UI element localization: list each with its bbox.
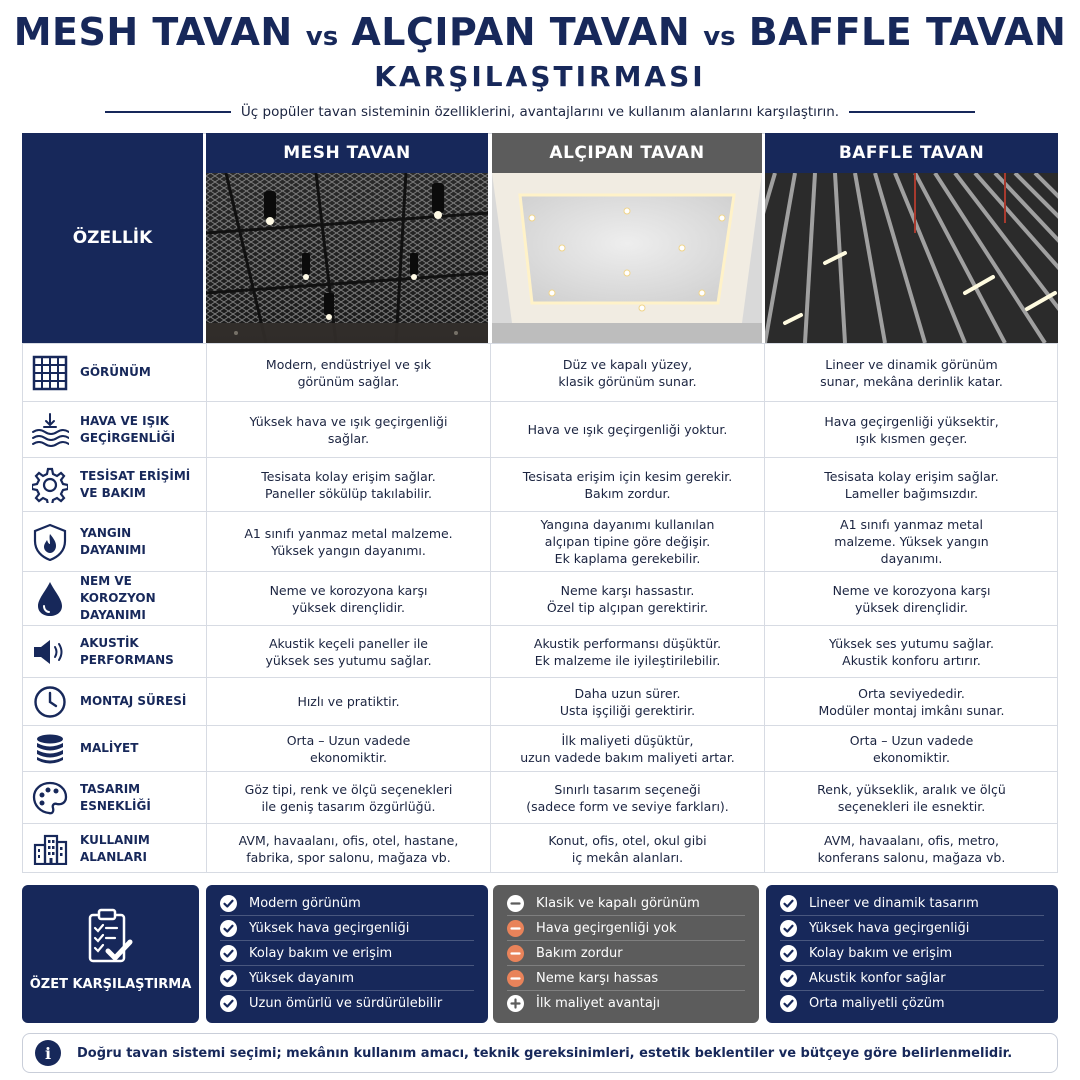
- summary-item: [780, 966, 1044, 991]
- feature-column-header: ÖZELLİK: [22, 133, 203, 343]
- row-maliyet: [22, 725, 1058, 771]
- summary-item: [220, 916, 474, 941]
- alcipan-cell: [490, 772, 764, 823]
- feature-label: HAVA VE IŞIK GEÇİRGENLİĞİ: [80, 413, 176, 445]
- check-circle-icon: [220, 970, 237, 987]
- check-circle-icon: [220, 920, 237, 937]
- summary-item: [507, 941, 745, 966]
- alcipan-cell: [490, 824, 764, 873]
- check-circle-icon: [780, 970, 797, 987]
- mesh-cell: [206, 726, 490, 771]
- air-light-icon: [30, 410, 70, 450]
- mesh-cell: [206, 772, 490, 823]
- feature-cell: [22, 772, 203, 823]
- baffle-cell-text: Lineer ve dinamik görünüm sunar, mekâna derinlik katar.: [820, 356, 1003, 389]
- baffle-cell-text: Orta seviyededir. Modüler montaj imkânı sunar.: [818, 685, 1005, 718]
- check-circle-icon: [780, 895, 797, 912]
- feature-label: AKUSTİK PERFORMANS: [80, 635, 174, 667]
- baffle-cell: [764, 512, 1058, 571]
- mesh-cell-text: Hızlı ve pratiktir.: [297, 694, 400, 709]
- mesh-cell-text: Göz tipi, renk ve ölçü seçenekleri ile geniş tasarım özgürlüğü.: [244, 781, 453, 814]
- feature-label: GÖRÜNÜM: [80, 365, 151, 379]
- summary-mesh: [206, 885, 488, 1023]
- row-nem: [22, 571, 1058, 625]
- mesh-cell-text: Orta – Uzun vadede ekonomiktir.: [286, 732, 411, 765]
- summary-item-text: Lineer ve dinamik tasarım: [809, 895, 979, 911]
- mesh-cell-text: Akustik keçeli paneller ile yüksek ses yutumu sağlar.: [265, 635, 432, 668]
- summary-item: [780, 991, 1044, 1016]
- summary-item: [780, 916, 1044, 941]
- row-gorunum: [22, 343, 1058, 401]
- feature-cell: [22, 626, 203, 677]
- grid-icon: [30, 353, 70, 393]
- mesh-cell-text: A1 sınıfı yanmaz metal malzeme. Yüksek yangın dayanımı.: [244, 525, 453, 558]
- alcipan-cell: [490, 512, 764, 571]
- tagline-text: Üç popüler tavan sisteminin özelliklerini, avantajlarını ve kullanım alanlarını karşılaştırın.: [240, 104, 840, 120]
- alcipan-cell-text: Sınırlı tasarım seçeneği (sadece form ve seviye farkları).: [526, 781, 729, 814]
- title-mesh: MESH TAVAN: [13, 10, 293, 54]
- alcipan-cell-text: Hava ve ışık geçirgenliği yoktur.: [527, 422, 728, 437]
- baffle-cell-text: AVM, havaalanı, ofis, metro, konferans salonu, mağaza vb.: [817, 832, 1006, 865]
- summary-item: [780, 891, 1044, 916]
- buildings-icon: [30, 829, 70, 869]
- summary-item: [220, 991, 474, 1016]
- row-yangin: [22, 511, 1058, 571]
- summary-item-text: Klasik ve kapalı görünüm: [536, 895, 700, 911]
- tagline: [105, 100, 975, 124]
- summary-item-text: Kolay bakım ve erişim: [249, 945, 393, 961]
- baffle-cell: [764, 772, 1058, 823]
- feature-cell: [22, 678, 203, 725]
- clock-icon: [30, 682, 70, 722]
- summary-header: [22, 885, 199, 1023]
- feature-cell: [22, 726, 203, 771]
- mesh-cell-text: AVM, havaalanı, ofis, otel, hastane, fabrika, spor salonu, mağaza vb.: [238, 832, 459, 865]
- summary-item-text: Uzun ömürlü ve sürdürülebilir: [249, 996, 443, 1011]
- palette-icon: [30, 778, 70, 818]
- summary-item-text: Akustik konfor sağlar: [809, 970, 946, 986]
- mesh-cell: [206, 458, 490, 511]
- feature-cell: [22, 344, 203, 401]
- column-header-baffle: BAFFLE TAVAN: [765, 133, 1058, 173]
- summary-item: [220, 966, 474, 991]
- summary-item: [220, 941, 474, 966]
- feature-cell: [22, 458, 203, 511]
- row-tesisat: [22, 457, 1058, 511]
- alcipan-cell-text: Düz ve kapalı yüzey, klasik görünüm sunar.: [558, 356, 697, 389]
- feature-label: TESİSAT ERİŞİMİ VE BAKIM: [80, 468, 191, 500]
- summary-item: [507, 991, 745, 1016]
- mesh-cell-text: Yüksek hava ve ışık geçirgenliği sağlar.: [249, 413, 448, 446]
- summary-item-text: Hava geçirgenliği yok: [536, 920, 677, 936]
- coins-icon: [30, 729, 70, 769]
- feature-label: MALİYET: [80, 741, 139, 755]
- mesh-cell: [206, 824, 490, 873]
- baffle-cell-text: Yüksek ses yutumu sağlar. Akustik konforu artırır.: [829, 635, 994, 668]
- alcipan-cell: [490, 678, 764, 725]
- mesh-cell: [206, 626, 490, 677]
- minus-circle-icon: [507, 895, 524, 912]
- alcipan-cell-text: Akustik performansı düşüktür. Ek malzeme ile iyileştirilebilir.: [533, 635, 722, 668]
- mesh-cell: [206, 402, 490, 457]
- row-kullanim: [22, 823, 1058, 873]
- baffle-cell-text: Neme ve korozyona karşı yüksek dirençlidir.: [832, 582, 991, 615]
- summary-item-text: Neme karşı hassas: [536, 970, 659, 986]
- baffle-cell: [764, 678, 1058, 725]
- gear-icon: [30, 465, 70, 505]
- tagline-divider-right: [849, 111, 975, 113]
- check-circle-icon: [780, 995, 797, 1012]
- check-circle-icon: [780, 945, 797, 962]
- row-tasarim: [22, 771, 1058, 823]
- alcipan-cell-text: Yangına dayanımı kullanılan alçıpan tipine göre değişir. Ek kaplama gerekebilir.: [540, 517, 715, 566]
- baffle-cell-text: A1 sınıfı yanmaz metal malzeme. Yüksek yangın dayanımı.: [834, 517, 989, 566]
- summary-item: [220, 891, 474, 916]
- feature-cell: [22, 512, 203, 571]
- baffle-ceiling-photo: [765, 173, 1058, 343]
- baffle-cell-text: Renk, yükseklik, aralık ve ölçü seçenekleri ile esnektir.: [817, 781, 1006, 814]
- baffle-cell: [764, 726, 1058, 771]
- check-circle-icon: [220, 995, 237, 1012]
- alcipan-cell: [490, 626, 764, 677]
- mesh-cell-text: Neme ve korozyona karşı yüksek dirençlidir.: [269, 582, 428, 615]
- title-alcipan: ALÇIPAN TAVAN: [351, 10, 691, 54]
- plus-circle-icon: [507, 995, 524, 1012]
- footer-note: [22, 1033, 1058, 1073]
- alcipan-cell: [490, 458, 764, 511]
- minus-circle-icon: [507, 970, 524, 987]
- summary-item: [507, 966, 745, 991]
- summary-item-text: Bakım zordur: [536, 945, 623, 961]
- baffle-cell-text: Tesisata kolay erişim sağlar. Lameller bağımsızdır.: [824, 468, 999, 501]
- fire-shield-icon: [30, 522, 70, 562]
- mesh-cell-text: Tesisata kolay erişim sağlar. Paneller sökülüp takılabilir.: [261, 468, 436, 501]
- page-subtitle: KARŞILAŞTIRMASI: [374, 60, 706, 93]
- row-hava-isik: [22, 401, 1058, 457]
- water-drop-icon: [30, 579, 70, 619]
- baffle-cell: [764, 458, 1058, 511]
- speaker-icon: [30, 632, 70, 672]
- alcipan-cell: [490, 402, 764, 457]
- alcipan-cell-text: Tesisata erişim için kesim gerekir. Bakım zordur.: [522, 468, 733, 501]
- summary-item-text: İlk maliyet avantajı: [536, 996, 661, 1011]
- check-circle-icon: [220, 945, 237, 962]
- alcipan-cell-text: İlk maliyeti düşüktür, uzun vadede bakım maliyeti artar.: [520, 732, 735, 765]
- mesh-cell: [206, 344, 490, 401]
- alcipan-cell-text: Konut, ofis, otel, okul gibi iç mekân alanları.: [548, 832, 707, 865]
- mesh-cell: [206, 678, 490, 725]
- baffle-cell-text: Hava geçirgenliği yüksektir, ışık kısmen geçer.: [824, 413, 999, 446]
- row-montaj: [22, 677, 1058, 725]
- summary-item-text: Modern görünüm: [249, 895, 361, 911]
- feature-cell: [22, 402, 203, 457]
- title-vs-2: vs: [703, 22, 736, 52]
- row-akustik: [22, 625, 1058, 677]
- baffle-cell: [764, 626, 1058, 677]
- baffle-cell: [764, 344, 1058, 401]
- alcipan-cell: [490, 726, 764, 771]
- alcipan-cell: [490, 344, 764, 401]
- baffle-cell: [764, 402, 1058, 457]
- summary-item-text: Yüksek hava geçirgenliği: [249, 920, 410, 936]
- feature-cell: [22, 572, 203, 625]
- summary-item: [780, 941, 1044, 966]
- alcipan-ceiling-photo: [492, 173, 762, 343]
- column-header-alcipan: ALÇIPAN TAVAN: [492, 133, 762, 173]
- minus-circle-icon: [507, 920, 524, 937]
- alcipan-cell-text: Daha uzun sürer. Usta işçiliği gerektirir.: [559, 685, 696, 718]
- mesh-cell-text: Modern, endüstriyel ve şık görünüm sağlar.: [265, 356, 432, 389]
- alcipan-cell-text: Neme karşı hassastır. Özel tip alçıpan gerektirir.: [546, 582, 709, 615]
- column-header-mesh: MESH TAVAN: [206, 133, 488, 173]
- summary-item-text: Yüksek hava geçirgenliği: [809, 920, 970, 936]
- summary-item: [507, 891, 745, 916]
- feature-label: MONTAJ SÜRESİ: [80, 694, 187, 708]
- summary-item-text: Kolay bakım ve erişim: [809, 945, 953, 961]
- baffle-cell: [764, 572, 1058, 625]
- info-icon: i: [35, 1040, 61, 1066]
- title-baffle: BAFFLE TAVAN: [748, 10, 1067, 54]
- summary-label: ÖZET KARŞILAŞTIRMA: [29, 977, 192, 992]
- alcipan-cell: [490, 572, 764, 625]
- summary-item: [507, 916, 745, 941]
- feature-label: YANGIN DAYANIMI: [80, 525, 146, 557]
- feature-cell: [22, 824, 203, 873]
- mesh-ceiling-photo: [206, 173, 488, 343]
- feature-label: NEM VE KOROZYON DAYANIMI: [80, 574, 156, 622]
- clipboard-check-icon: [84, 907, 134, 965]
- mesh-cell: [206, 512, 490, 571]
- summary-alcipan: [493, 885, 759, 1023]
- title-vs-1: vs: [305, 22, 339, 52]
- feature-label: TASARIM ESNEKLİĞİ: [80, 781, 151, 813]
- check-circle-icon: [780, 920, 797, 937]
- mesh-cell: [206, 572, 490, 625]
- tagline-divider-left: [105, 111, 231, 113]
- minus-circle-icon: [507, 945, 524, 962]
- page-title: [0, 10, 1080, 54]
- baffle-cell: [764, 824, 1058, 873]
- summary-baffle: [766, 885, 1058, 1023]
- baffle-cell-text: Orta – Uzun vadede ekonomiktir.: [849, 732, 974, 765]
- check-circle-icon: [220, 895, 237, 912]
- summary-item-text: Yüksek dayanım: [249, 970, 355, 986]
- summary-item-text: Orta maliyetli çözüm: [809, 996, 945, 1011]
- footer-note-text: Doğru tavan sistemi seçimi; mekânın kullanım amacı, teknik gereksinimleri, estetik beklentiler ve bütçeye göre belirlenmelidir.: [77, 1045, 1013, 1061]
- feature-label: KULLANIM ALANLARI: [80, 832, 150, 864]
